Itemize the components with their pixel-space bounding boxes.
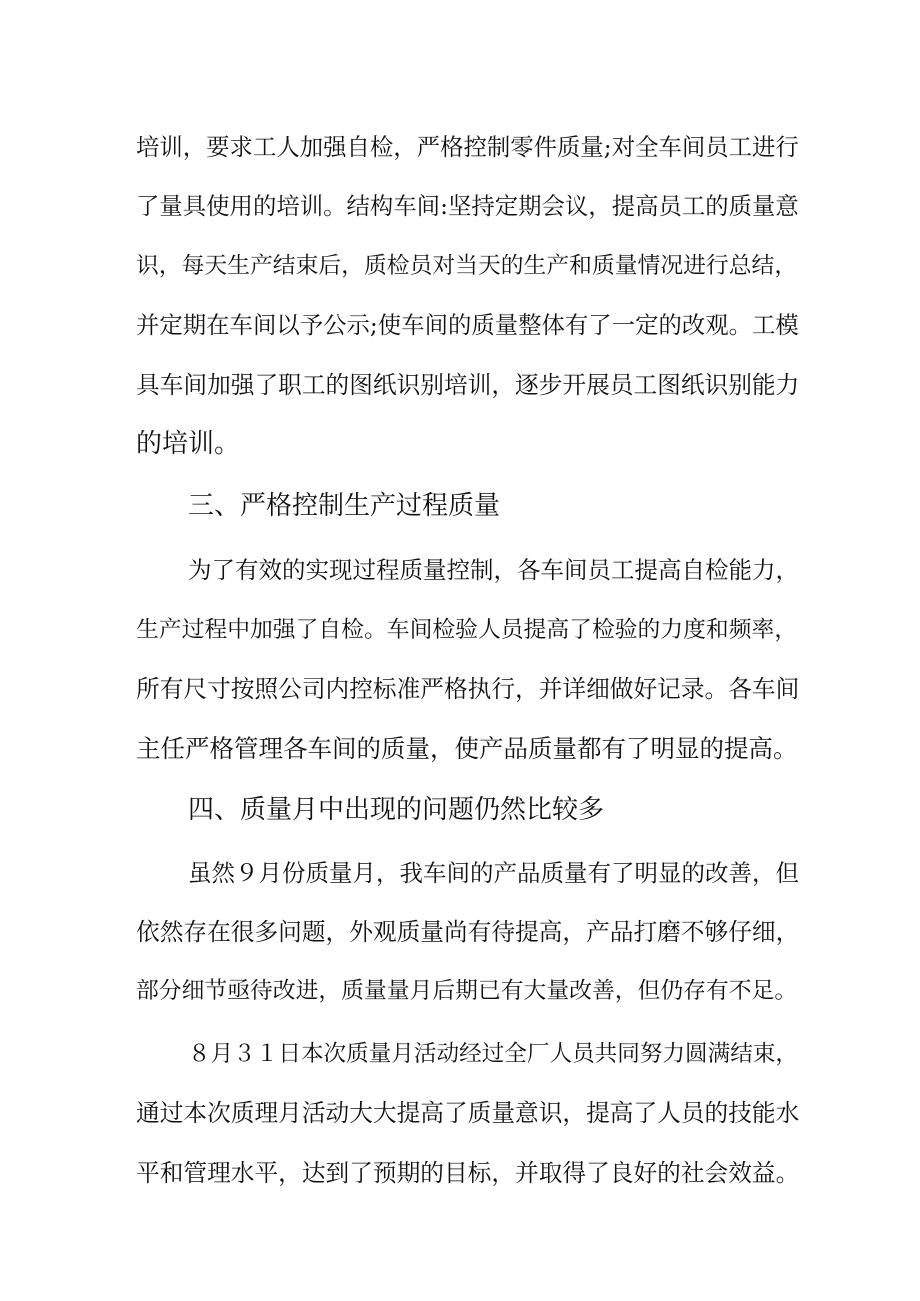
text-line <box>0 246 920 286</box>
text-line-content: ８月３１日本次质量月活动经过全厂人员共同努力圆满结束， <box>188 1041 799 1067</box>
text-line <box>0 127 920 167</box>
text-line <box>0 971 920 1011</box>
text-line <box>0 424 920 464</box>
text-line-content: 识，每天生产结束后，质检员对当天的生产和质量情况进行总结， <box>136 253 798 279</box>
section-heading-text: 四、质量月中出现的问题仍然比较多 <box>188 795 605 825</box>
text-line <box>0 853 920 893</box>
text-line-content: 具车间加强了职工的图纸识别培训，逐步开展员工图纸识别能力 <box>136 371 800 399</box>
text-line-content: 生产过程中加强了自检。车间检验人员提高了检验的力度和频率， <box>136 617 798 643</box>
text-line <box>0 1034 920 1074</box>
text-line <box>0 1153 920 1193</box>
text-line-content: 所有尺寸按照公司内控标准严格执行，并详细做好记录。各车间 <box>136 675 800 703</box>
text-line <box>0 610 920 650</box>
text-line <box>0 365 920 405</box>
text-line <box>0 1093 920 1133</box>
text-line-content: 部分细节亟待改进，质量量月后期已有大量改善，但仍存有不足。 <box>136 978 798 1004</box>
section-heading <box>0 790 920 830</box>
text-line-content: 依然存在很多问题，外观质量尚有待提高，产品打磨不够仔细， <box>136 918 800 946</box>
text-line-content: 了量具使用的培训。结构车间:坚持定期会议，提高员工的质量意 <box>136 192 799 220</box>
text-line-content: 平和管理水平，达到了预期的目标，并取得了良好的社会效益。 <box>136 1159 800 1187</box>
text-line <box>0 669 920 709</box>
text-line-content: 通过本次质理月活动大大提高了质量意识，提高了人员的技能水 <box>136 1099 800 1127</box>
text-line <box>0 912 920 952</box>
text-line <box>0 729 920 769</box>
text-line-content: 为了有效的实现过程质量控制，各车间员工提高自检能力， <box>188 556 799 584</box>
text-line-content: 培训，要求工人加强自检，严格控制零件质量;对全车间员工进行 <box>136 133 799 161</box>
section-heading <box>0 486 920 526</box>
text-line <box>0 550 920 590</box>
text-line <box>0 305 920 345</box>
text-line <box>0 186 920 226</box>
text-line-content: 虽然９月份质量月，我车间的产品质量有了明显的改善，但 <box>188 859 799 887</box>
text-line-content: 的培训。 <box>136 429 241 459</box>
text-line-content: 并定期在车间以予公示;使车间的质量整体有了一定的改观。工模 <box>136 311 799 339</box>
text-line-content: 主任严格管理各车间的质量，使产品质量都有了明显的提高。 <box>136 734 798 763</box>
section-heading-text: 三、严格控制生产过程质量 <box>188 491 501 521</box>
